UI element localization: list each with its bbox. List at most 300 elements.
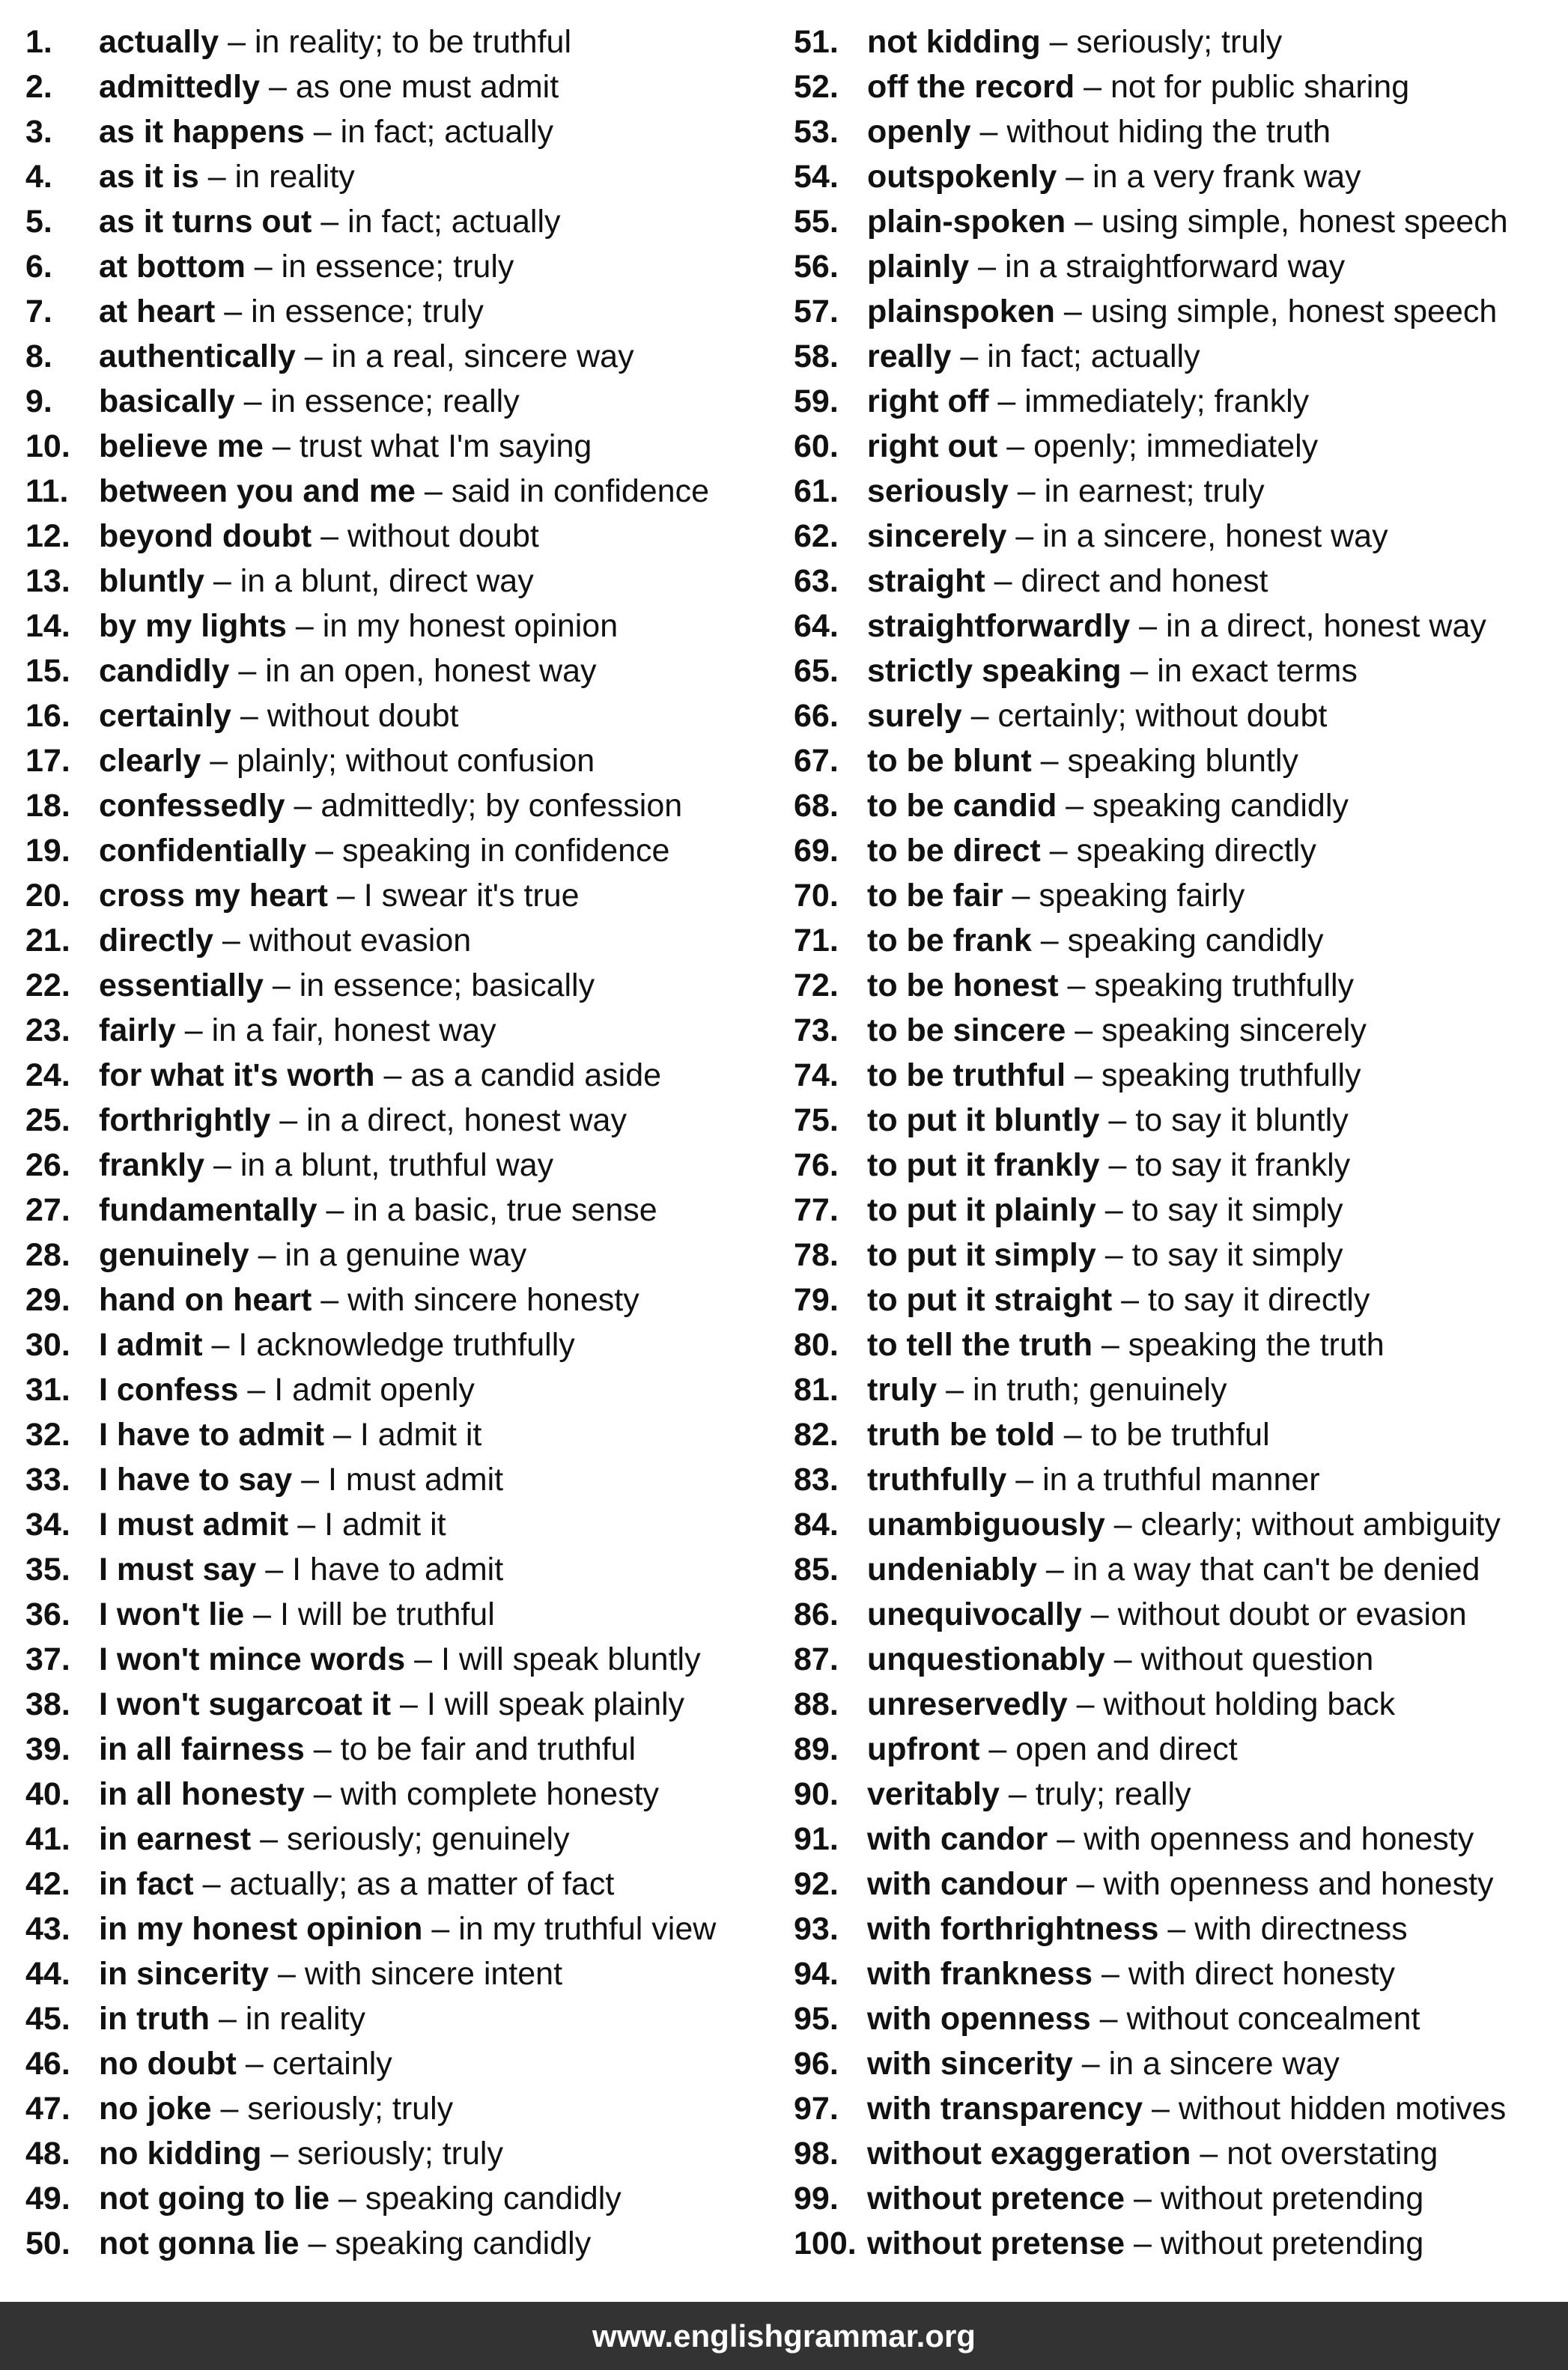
item-separator: – (312, 1282, 348, 1318)
list-item (25, 1322, 782, 1367)
item-term: unquestionably (867, 1641, 1105, 1677)
list-item (794, 693, 1558, 738)
list-item (25, 1502, 782, 1547)
item-definition: as a candid aside (410, 1057, 662, 1093)
list-item (25, 1412, 782, 1457)
list-item (25, 1053, 782, 1098)
item-term: straightforwardly (867, 608, 1131, 644)
item-definition: in my honest opinion (322, 608, 619, 644)
item-number: 40. (25, 1776, 70, 1812)
item-separator: – (1158, 1911, 1195, 1947)
item-term: confessedly (99, 788, 285, 824)
item-separator: – (327, 878, 364, 914)
item-number: 58. (794, 338, 839, 374)
item-number: 61. (794, 473, 839, 509)
item-number: 69. (794, 833, 839, 869)
item-definition: without pretending (1160, 2225, 1424, 2261)
item-separator: – (263, 428, 300, 464)
item-definition: I admit it (359, 1417, 482, 1453)
item-separator: – (1104, 1641, 1141, 1677)
item-definition: without doubt (347, 518, 539, 554)
item-separator: – (213, 923, 249, 958)
item-term: fundamentally (99, 1192, 317, 1228)
item-number: 16. (25, 698, 70, 734)
item-number: 81. (794, 1372, 839, 1408)
item-definition: speaking fairly (1039, 878, 1245, 914)
item-number: 51. (794, 24, 839, 60)
item-separator: – (1008, 473, 1045, 509)
item-term: upfront (867, 1731, 980, 1767)
item-term: off the record (867, 69, 1075, 105)
list-item (25, 424, 782, 469)
list-item (794, 2086, 1558, 2131)
item-term: to put it plainly (867, 1192, 1096, 1228)
item-separator: – (1130, 608, 1167, 644)
item-number: 26. (25, 1147, 70, 1183)
list-item (25, 1906, 782, 1951)
item-separator: – (969, 249, 1006, 285)
item-separator: – (1099, 1102, 1136, 1138)
list-item (25, 109, 782, 154)
item-definition: without doubt or evasion (1117, 1596, 1467, 1632)
list-item (25, 1457, 782, 1502)
item-number: 87. (794, 1641, 839, 1677)
item-definition: to say it frankly (1135, 1147, 1351, 1183)
item-definition: without pretending (1160, 2181, 1424, 2216)
item-number: 36. (25, 1596, 70, 1632)
item-number: 53. (794, 114, 839, 150)
item-term: no joke (99, 2091, 212, 2127)
item-term: at heart (99, 294, 216, 329)
item-definition: to be fair and truthful (340, 1731, 636, 1767)
list-item (25, 1547, 782, 1592)
list-item (25, 379, 782, 424)
item-term: without pretence (867, 2181, 1125, 2216)
item-number: 49. (25, 2181, 70, 2216)
item-definition: open and direct (1015, 1731, 1238, 1767)
item-definition: in reality (245, 2001, 366, 2037)
list-item (25, 1098, 782, 1143)
item-number: 54. (794, 159, 839, 195)
item-term: in my honest opinion (99, 1911, 423, 1947)
list-item (794, 1502, 1558, 1547)
item-definition: speaking truthfully (1094, 967, 1355, 1003)
item-separator: – (204, 563, 240, 599)
item-definition: in exact terms (1157, 653, 1358, 689)
item-definition: in essence; basically (299, 967, 595, 1003)
item-definition: in a sincere way (1108, 2046, 1340, 2082)
item-separator: – (1003, 878, 1039, 914)
list-item (25, 1862, 782, 1906)
list-item (25, 1367, 782, 1412)
item-number: 68. (794, 788, 839, 824)
list-item (794, 1053, 1558, 1098)
item-number: 29. (25, 1282, 70, 1318)
item-separator: – (1099, 1147, 1136, 1183)
list-item (25, 604, 782, 648)
item-separator: – (1031, 923, 1068, 958)
item-term: beyond doubt (99, 518, 312, 554)
list-item (794, 1817, 1558, 1862)
item-number: 42. (25, 1866, 70, 1902)
item-number: 4. (25, 159, 52, 195)
list-item (25, 963, 782, 1008)
list-item (794, 1727, 1558, 1772)
item-separator: – (1112, 1282, 1149, 1318)
item-term: plain-spoken (867, 204, 1066, 240)
item-separator: – (1143, 2091, 1179, 2127)
item-number: 47. (25, 2091, 70, 2127)
item-definition: in fact; actually (347, 204, 561, 240)
item-term: basically (99, 383, 235, 419)
list-item (25, 1008, 782, 1053)
item-separator: – (999, 1776, 1036, 1812)
item-definition: not for public sharing (1110, 69, 1410, 105)
item-number: 48. (25, 2136, 70, 2172)
item-separator: – (312, 518, 348, 554)
list-item (794, 469, 1558, 514)
item-separator: – (1067, 1866, 1104, 1902)
item-definition: in truth; genuinely (973, 1372, 1227, 1408)
item-separator: – (1036, 1552, 1073, 1587)
item-definition: to say it directly (1148, 1282, 1370, 1318)
footer-banner (0, 2302, 1568, 2370)
item-separator: – (234, 383, 271, 419)
list-item (794, 154, 1558, 199)
item-definition: without doubt (267, 698, 459, 734)
item-number: 8. (25, 338, 52, 374)
list-item (794, 738, 1558, 783)
list-item (794, 1637, 1558, 1682)
item-definition: seriously; truly (1076, 24, 1283, 60)
item-term: really (867, 338, 952, 374)
item-definition: not overstating (1227, 2136, 1438, 2172)
item-number: 72. (794, 967, 839, 1003)
item-term: in all fairness (99, 1731, 305, 1767)
item-number: 95. (794, 2001, 839, 2037)
list-item (25, 2086, 782, 2131)
item-number: 24. (25, 1057, 70, 1093)
list-item (794, 2041, 1558, 2086)
item-definition: in essence; truly (251, 294, 484, 329)
list-item (794, 334, 1558, 379)
list-item (25, 783, 782, 828)
list-item (794, 1772, 1558, 1817)
item-number: 30. (25, 1327, 70, 1363)
item-definition: I admit openly (274, 1372, 475, 1408)
item-number: 19. (25, 833, 70, 869)
item-term: actually (99, 24, 219, 60)
item-definition: certainly (272, 2046, 392, 2082)
item-separator: – (269, 1956, 305, 1992)
item-definition: speaking candidly (1093, 788, 1349, 824)
list-item (25, 64, 782, 109)
item-term: I admit (99, 1327, 203, 1363)
item-separator: – (374, 1057, 411, 1093)
item-term: I won't lie (99, 1596, 245, 1632)
item-term: to put it frankly (867, 1147, 1100, 1183)
item-term: strictly speaking (867, 653, 1122, 689)
item-separator: – (1067, 1686, 1104, 1722)
item-term: to be fair (867, 878, 1003, 914)
list-item (25, 1277, 782, 1322)
item-number: 46. (25, 2046, 70, 2082)
item-definition: in an open, honest way (265, 653, 597, 689)
item-definition: I must admit (327, 1462, 504, 1498)
item-definition: I swear it's true (363, 878, 580, 914)
item-definition: in fact; actually (340, 114, 554, 150)
item-separator: – (329, 2181, 365, 2216)
list-item (794, 559, 1558, 604)
item-separator: – (422, 1911, 459, 1947)
list-item (794, 424, 1558, 469)
item-term: unreservedly (867, 1686, 1068, 1722)
list-item (25, 873, 782, 918)
item-separator: – (937, 1372, 973, 1408)
item-separator: – (1040, 833, 1077, 869)
list-item (794, 1547, 1558, 1592)
item-number: 79. (794, 1282, 839, 1318)
item-definition: I will speak bluntly (441, 1641, 701, 1677)
list-item (25, 1996, 782, 2041)
item-separator: – (1092, 1327, 1128, 1363)
item-number: 39. (25, 1731, 70, 1767)
item-separator: – (1031, 743, 1068, 779)
item-definition: in a fair, honest way (211, 1012, 496, 1048)
item-definition: without hiding the truth (1006, 114, 1331, 150)
item-number: 56. (794, 249, 839, 285)
item-number: 2. (25, 69, 52, 105)
item-definition: with openness and honesty (1103, 1866, 1494, 1902)
item-term: with frankness (867, 1956, 1093, 1992)
item-number: 35. (25, 1552, 70, 1587)
item-term: with candour (867, 1866, 1068, 1902)
item-number: 67. (794, 743, 839, 779)
item-separator: – (1125, 2181, 1161, 2216)
item-number: 88. (794, 1686, 839, 1722)
item-term: admittedly (99, 69, 261, 105)
item-definition: in a blunt, direct way (240, 563, 534, 599)
list-item (794, 828, 1558, 873)
item-number: 3. (25, 114, 52, 150)
item-definition: using simple, honest speech (1101, 204, 1508, 240)
item-number: 43. (25, 1911, 70, 1947)
item-definition: in a very frank way (1093, 159, 1361, 195)
item-separator: – (236, 2046, 273, 2082)
item-definition: I acknowledge truthfully (238, 1327, 575, 1363)
item-term: as it turns out (99, 204, 312, 240)
item-number: 91. (794, 1821, 839, 1857)
item-definition: clearly; without ambiguity (1140, 1507, 1501, 1543)
item-separator: – (1121, 653, 1158, 689)
item-separator: – (1006, 518, 1043, 554)
item-term: truly (867, 1372, 938, 1408)
list-item (794, 604, 1558, 648)
list-item (25, 693, 782, 738)
item-term: without exaggeration (867, 2136, 1191, 2172)
item-definition: with direct honesty (1128, 1956, 1396, 1992)
item-separator: – (193, 1866, 230, 1902)
item-separator: – (1058, 967, 1095, 1003)
item-term: by my lights (99, 608, 287, 644)
item-definition: speaking bluntly (1067, 743, 1298, 779)
item-separator: – (204, 1147, 240, 1183)
list-item (794, 1996, 1558, 2041)
footer-url[interactable]: www.englishgrammar.org (592, 2318, 976, 2354)
item-separator: – (292, 1462, 328, 1498)
item-term: at bottom (99, 249, 246, 285)
list-item (25, 1817, 782, 1862)
item-number: 25. (25, 1102, 70, 1138)
item-separator: – (288, 1507, 325, 1543)
item-definition: in a straightforward way (1005, 249, 1346, 285)
item-separator: – (270, 1102, 307, 1138)
list-item (25, 1951, 782, 1996)
item-number: 76. (794, 1147, 839, 1183)
item-term: cross my heart (99, 878, 328, 914)
item-number: 92. (794, 1866, 839, 1902)
item-separator: – (1075, 69, 1110, 105)
item-definition: in a direct, honest way (1166, 608, 1486, 644)
item-definition: in my truthful view (458, 1911, 717, 1947)
item-definition: I will speak plainly (426, 1686, 685, 1722)
list-item (794, 1951, 1558, 1996)
item-term: I must say (99, 1552, 257, 1587)
list-item (25, 199, 782, 244)
item-definition: I have to admit (292, 1552, 504, 1587)
item-separator: – (988, 383, 1025, 419)
list-item (25, 1727, 782, 1772)
list-item (794, 963, 1558, 1008)
item-separator: – (997, 428, 1034, 464)
item-definition: in a sincere, honest way (1042, 518, 1388, 554)
item-separator: – (1096, 1192, 1132, 1228)
item-separator: – (238, 1372, 275, 1408)
item-number: 70. (794, 878, 839, 914)
item-definition: without concealment (1126, 2001, 1420, 2037)
item-number: 12. (25, 518, 70, 554)
item-separator: – (317, 1192, 353, 1228)
item-number: 80. (794, 1327, 839, 1363)
item-term: I won't mince words (99, 1641, 406, 1677)
item-separator: – (198, 159, 235, 195)
item-definition: in a real, sincere way (331, 338, 634, 374)
item-term: straight (867, 563, 985, 599)
item-term: in all honesty (99, 1776, 305, 1812)
item-separator: – (1125, 2225, 1161, 2261)
item-term: with openness (867, 2001, 1091, 2037)
item-separator: – (304, 1731, 341, 1767)
list-item (25, 1233, 782, 1277)
item-separator: – (299, 2225, 335, 2261)
item-definition: seriously; genuinely (286, 1821, 570, 1857)
item-separator: – (285, 788, 321, 824)
item-number: 62. (794, 518, 839, 554)
list-item (794, 514, 1558, 559)
list-item (794, 1457, 1558, 1502)
item-number: 83. (794, 1462, 839, 1498)
item-separator: – (304, 114, 341, 150)
item-term: sincerely (867, 518, 1007, 554)
item-separator: – (261, 2136, 298, 2172)
item-definition: without holding back (1103, 1686, 1396, 1722)
list-item (794, 2176, 1558, 2221)
item-number: 32. (25, 1417, 70, 1453)
list-item (794, 64, 1558, 109)
item-definition: to say it bluntly (1135, 1102, 1349, 1138)
item-definition: speaking directly (1076, 833, 1316, 869)
list-item (25, 469, 782, 514)
list-item (794, 289, 1558, 334)
item-definition: in a way that can't be denied (1072, 1552, 1480, 1587)
item-separator: – (405, 1641, 442, 1677)
item-definition: seriously; truly (247, 2091, 454, 2127)
list-item (794, 1143, 1558, 1188)
list-item (25, 19, 782, 64)
item-number: 97. (794, 2091, 839, 2127)
item-number: 59. (794, 383, 839, 419)
item-term: right out (867, 428, 998, 464)
item-term: to be blunt (867, 743, 1032, 779)
item-number: 52. (794, 69, 839, 105)
item-definition: to be truthful (1090, 1417, 1270, 1453)
item-term: fairly (99, 1012, 176, 1048)
item-term: to be direct (867, 833, 1041, 869)
item-definition: speaking candidly (365, 2181, 622, 2216)
list-item (25, 559, 782, 604)
item-definition: seriously; truly (297, 2136, 503, 2172)
item-number: 94. (794, 1956, 839, 1992)
item-term: in truth (99, 2001, 210, 2037)
item-term: essentially (99, 967, 264, 1003)
item-definition: in reality (234, 159, 355, 195)
list-item (25, 154, 782, 199)
item-definition: with sincere honesty (347, 1282, 639, 1318)
item-separator: – (985, 563, 1021, 599)
item-definition: in a genuine way (285, 1237, 527, 1273)
item-separator: – (1054, 1417, 1091, 1453)
list-item (25, 514, 782, 559)
item-definition: admittedly; by confession (320, 788, 683, 824)
item-separator: – (175, 1012, 212, 1048)
item-number: 66. (794, 698, 839, 734)
list-item (794, 379, 1558, 424)
item-term: no kidding (99, 2136, 262, 2172)
item-term: unambiguously (867, 1507, 1105, 1543)
item-number: 28. (25, 1237, 70, 1273)
item-separator: – (251, 1821, 287, 1857)
item-number: 13. (25, 563, 70, 599)
item-number: 31. (25, 1372, 70, 1408)
item-term: unequivocally (867, 1596, 1082, 1632)
item-separator: – (256, 1552, 293, 1587)
item-term: undeniably (867, 1552, 1037, 1587)
item-number: 45. (25, 2001, 70, 2037)
item-term: not going to lie (99, 2181, 330, 2216)
item-term: for what it's worth (99, 1057, 375, 1093)
item-separator: – (201, 743, 237, 779)
item-definition: using simple, honest speech (1090, 294, 1498, 329)
list-item (794, 2221, 1558, 2266)
item-number: 71. (794, 923, 839, 958)
item-term: no doubt (99, 2046, 237, 2082)
item-definition: in earnest; truly (1044, 473, 1265, 509)
item-number: 86. (794, 1596, 839, 1632)
list-item (25, 918, 782, 963)
list-item (794, 244, 1558, 289)
item-definition: without hidden motives (1178, 2091, 1507, 2127)
item-number: 41. (25, 1821, 70, 1857)
